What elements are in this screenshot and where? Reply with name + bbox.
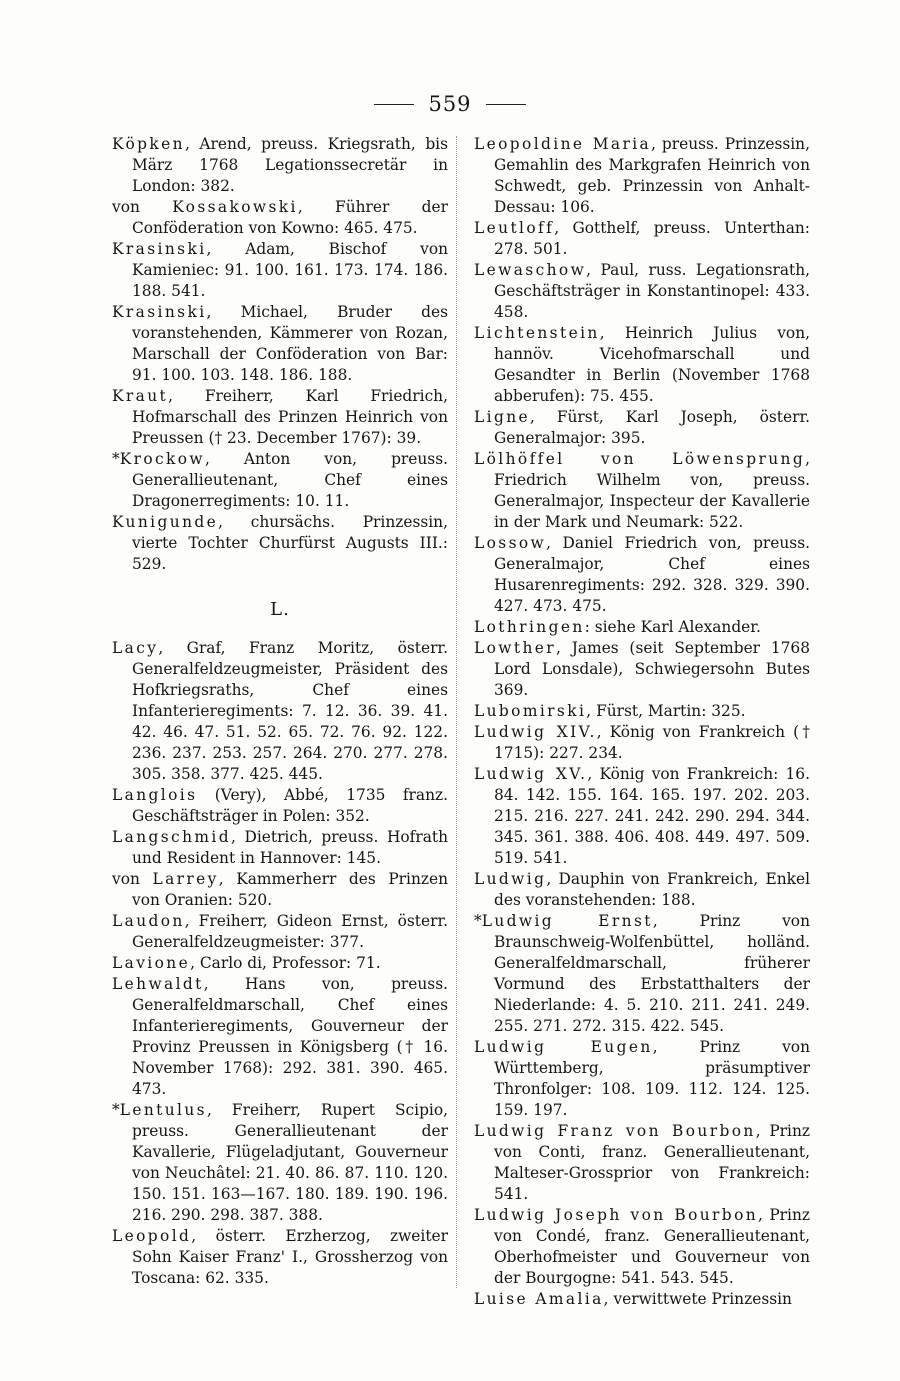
entry-text: , Fürst, Martin: 325. [586, 702, 746, 720]
entry-headword: Lossow [474, 534, 547, 552]
entry-text: , Kammerherr des Prinzen von Oranien: 520. [132, 870, 448, 909]
entry-headword: Ludwig Joseph von Bourbon [474, 1206, 759, 1224]
entry-star-marker: * [112, 1101, 120, 1119]
index-entry [112, 1226, 448, 1289]
index-entry [474, 1121, 810, 1205]
entry-headword: Langlois [112, 786, 198, 804]
index-entry [474, 134, 810, 218]
entry-text: , Michael, Bruder des voranstehenden, Kämmerer von Rozan, Marschall der Conföderation von Bar: 91. 100. 103. 148. 186. 188. [132, 303, 448, 384]
index-entry [474, 722, 810, 764]
entry-text: , James (seit September 1768 Lord Lonsdale), Schwiegersohn Butes 369. [494, 639, 810, 699]
entry-prefix: von [112, 870, 153, 888]
entry-headword: Laudon [112, 912, 185, 930]
section-letter: L. [270, 599, 290, 620]
index-entry [474, 869, 810, 911]
index-entry [112, 638, 448, 785]
entry-text: : siehe Karl Alexander. [584, 618, 761, 636]
index-entry [112, 911, 448, 953]
entry-headword: Lothringen [474, 618, 585, 636]
right-column [474, 134, 810, 1310]
entry-headword: Ligne [474, 408, 531, 426]
index-entry [474, 407, 810, 449]
entry-headword: Lavione [112, 954, 191, 972]
page-number: 559 [428, 92, 472, 116]
index-entry [474, 1289, 810, 1310]
entry-text: , Arend, preuss. Kriegsrath, bis März 1768 Legationssecretär in London: 382. [132, 135, 448, 195]
entry-headword: Lacy [112, 639, 159, 657]
index-entry [112, 134, 448, 197]
index-entry [474, 533, 810, 617]
entry-headword: Lehwaldt [112, 975, 204, 993]
entry-headword: Krockow [119, 450, 206, 468]
entry-text: , Freiherr, Karl Friedrich, Hofmarschall des Prinzen Heinrich von Preussen († 23. December 1767): 39. [132, 387, 448, 447]
entry-headword: Ludwig XV. [474, 765, 588, 783]
entry-star-marker: * [474, 912, 482, 930]
entry-text: , chursächs. Prinzessin, vierte Tochter Churfürst Augusts III.: 529. [132, 513, 448, 573]
entry-headword: Lölhöffel von Löwensprung [474, 450, 806, 468]
entry-text: , österr. Erzherzog, zweiter Sohn Kaiser Franz' I., Grossherzog von Toscana: 62. 335. [132, 1227, 448, 1287]
entry-text: , Fürst, Karl Joseph, österr. Generalmajor: 395. [494, 408, 810, 447]
index-entry [474, 1205, 810, 1289]
entry-headword: Leopold [112, 1227, 192, 1245]
entry-headword: Kraut [112, 387, 169, 405]
left-column [112, 134, 448, 1289]
column-divider [456, 136, 457, 1288]
entry-headword: Ludwig [474, 870, 547, 888]
entry-text: , Dietrich, preuss. Hofrath und Resident in Hannover: 145. [132, 828, 448, 867]
entry-text: , Anton von, preuss. Generallieutenant, Chef eines Dragonerregiments: 10. 11. [132, 450, 448, 510]
entry-headword: Lubomirski [474, 702, 587, 720]
entry-text: (Very), Abbé, 1735 franz. Geschäftsträger in Polen: 352. [132, 786, 448, 825]
index-entry [112, 827, 448, 869]
entry-text: , Prinz von Braunschweig-Wolfenbüttel, holländ. Generalfeldmarschall, früherer Vormund des Erbstatthalters der Niederlande: 4. 5. 210. 211. 241. 249. 255. 271. 272. 315. 422. 545. [494, 912, 810, 1035]
entry-prefix: von [112, 198, 173, 216]
index-entry [474, 911, 810, 1037]
entry-headword: Ludwig Franz von Bourbon [474, 1122, 756, 1140]
index-entry [112, 386, 448, 449]
entry-text: , Freiherr, Rupert Scipio, preuss. Generallieutenant der Kavallerie, Flügeladjutant, Gouverneur von Neuchâtel: 21. 40. 86. 87. 110. 120. 150. 151. 163—167. 180. 189. 190. 196. 216. 290. 298. 387. 388. [132, 1101, 448, 1224]
page-header [0, 90, 900, 118]
index-entry [474, 218, 810, 260]
entry-text: , Graf, Franz Moritz, österr. Generalfeldzeugmeister, Präsident des Hofkriegsraths, Chef eines Infanterieregiments: 7. 12. 36. 39. 41. 42. 46. 47. 51. 52. 65. 72. 76. 92. 122. 236. 237. 253. 257. 264. 270. 277. 278. 305. 358. 377. 425. 445. [132, 639, 448, 783]
entry-text: , Gotthelf, preuss. Unterthan: 278. 501. [494, 219, 810, 258]
entry-text: , König von Frankreich: 16. 84. 142. 155. 164. 165. 197. 202. 203. 215. 216. 227. 241. 242. 290. 294. 344. 345. 361. 388. 406. 408. 449. 497. 509. 519. 541. [494, 765, 810, 867]
entry-headword: Lentulus [119, 1101, 207, 1119]
entry-text: , Prinz von Württemberg, präsumptiver Thronfolger: 108. 109. 112. 124. 125. 159. 197. [494, 1038, 810, 1119]
index-entry [112, 197, 448, 239]
entry-headword: Leutloff [474, 219, 555, 237]
entry-text: , Daniel Friedrich von, preuss. Generalmajor, Chef eines Husarenregiments: 292. 328. 329. 390. 427. 473. 475. [494, 534, 810, 615]
header-rule-left [374, 104, 414, 105]
index-entry [112, 239, 448, 302]
index-entry [112, 869, 448, 911]
entry-text: , Prinz von Conti, franz. Generallieutenant, Malteser-Grossprior von Frankreich: 541. [494, 1122, 810, 1203]
entry-headword: Köpken [112, 135, 185, 153]
entry-headword: Larrey [152, 870, 219, 888]
entry-text: , Prinz von Condé, franz. Generallieutenant, Oberhofmeister und Gouverneur von der Bourgogne: 541. 543. 545. [494, 1206, 810, 1287]
entry-text: , König von Frankreich († 1715): 227. 234. [494, 723, 810, 762]
entry-text: , Adam, Bischof von Kamieniec: 91. 100. 161. 173. 174. 186. 188. 541. [132, 240, 448, 300]
entry-headword: Langschmid [112, 828, 231, 846]
index-entry [112, 785, 448, 827]
entry-headword: Krasinski [112, 240, 207, 258]
index-entry [112, 974, 448, 1100]
index-entry [474, 449, 810, 533]
entry-text: , Heinrich Julius von, hannöv. Vicehofmarschall und Gesandter in Berlin (November 1768 abberufen): 75. 455. [494, 324, 810, 405]
entry-headword: Ludwig Ernst [481, 912, 653, 930]
index-entry [112, 512, 448, 575]
index-entry [474, 260, 810, 323]
index-entry [474, 1037, 810, 1121]
entry-text: , Dauphin von Frankreich, Enkel des voranstehenden: 188. [494, 870, 810, 909]
entry-text: , Paul, russ. Legationsrath, Geschäftsträger in Konstantinopel: 433. 458. [494, 261, 810, 321]
entry-text: , Friedrich Wilhelm von, preuss. Generalmajor, Inspecteur der Kavallerie in der Mark und Neumark: 522. [494, 450, 810, 531]
header-rule-right [486, 104, 526, 105]
index-entry [112, 1100, 448, 1226]
index-entry [474, 638, 810, 701]
index-entry [474, 617, 810, 638]
index-entry [474, 764, 810, 869]
index-entry [474, 323, 810, 407]
entry-text: , verwittwete Prinzessin [603, 1290, 792, 1308]
index-entry [112, 302, 448, 386]
entry-headword: Kunigunde [112, 513, 219, 531]
index-entry [112, 449, 448, 512]
entry-headword: Kossakowski [172, 198, 298, 216]
entry-text: , Führer der Conföderation von Kowno: 465. 475. [132, 198, 448, 237]
entry-star-marker: * [112, 450, 120, 468]
entry-headword: Lewaschow [474, 261, 587, 279]
entry-headword: Ludwig XIV. [474, 723, 597, 741]
entry-text: , Hans von, preuss. Generalfeldmarschall, Chef eines Infanterieregiments, Gouverneur der Provinz Preussen in Königsberg († 16. November 1768): 292. 381. 390. 465. 473. [132, 975, 448, 1098]
entry-headword: Leopoldine Maria [474, 135, 652, 153]
entry-text: , preuss. Prinzessin, Gemahlin des Markgrafen Heinrich von Schwedt, geb. Prinzessin von Anhalt-Dessau: 106. [494, 135, 810, 216]
entry-headword: Lichtenstein [474, 324, 600, 342]
entry-headword: Krasinski [112, 303, 207, 321]
entry-text: , Carlo di, Professor: 71. [190, 954, 381, 972]
index-entry [474, 701, 810, 722]
entry-headword: Luise Amalia [474, 1290, 604, 1308]
entry-headword: Lowther [474, 639, 557, 657]
index-entry [112, 953, 448, 974]
entry-text: , Freiherr, Gideon Ernst, österr. Generalfeldzeugmeister: 377. [132, 912, 448, 951]
entry-headword: Ludwig Eugen [474, 1038, 653, 1056]
